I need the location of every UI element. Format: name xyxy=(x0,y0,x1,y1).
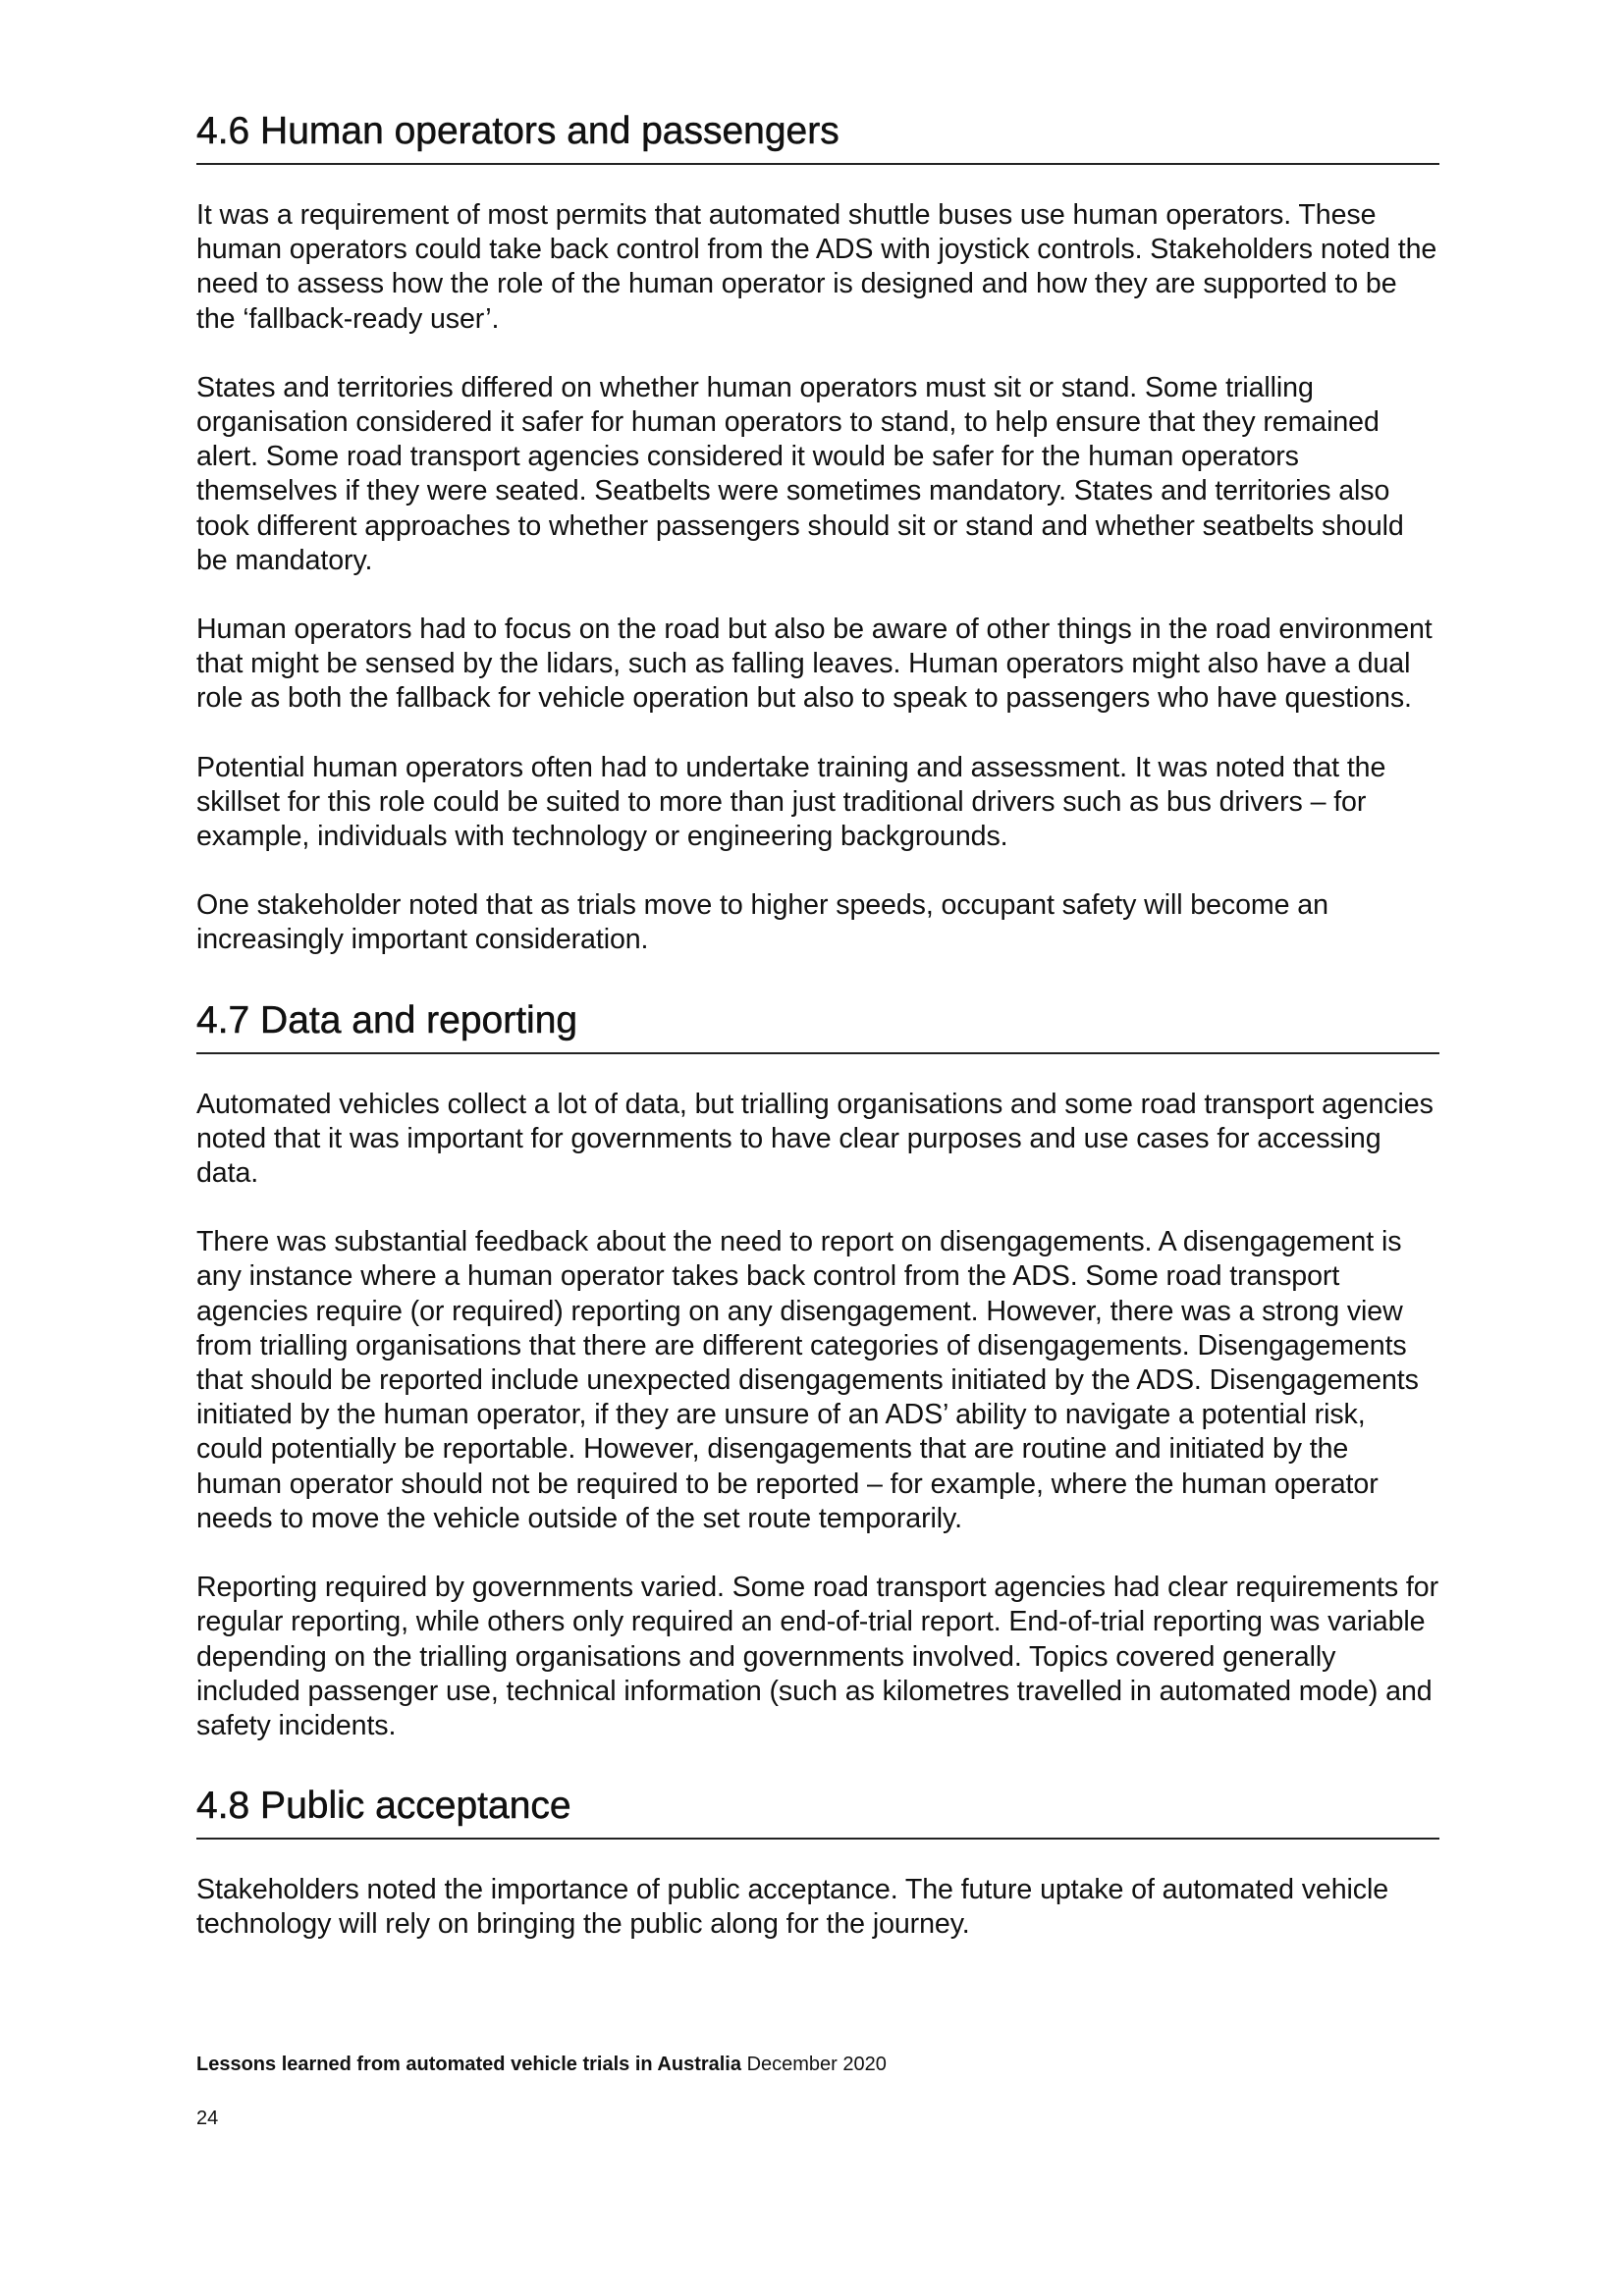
paragraph: Human operators had to focus on the road but also be aware of other things in the road environment that might be sensed by the lidars, such as falling leaves. Human operators might also have a dual role as both the fallback for vehicle operation but also to speak to passengers who have questions. xyxy=(196,614,1433,715)
footer-date: December 2020 xyxy=(746,2054,887,2075)
section-public-acceptance xyxy=(196,1783,1439,1942)
paragraph: It was a requirement of most permits that automated shuttle buses use human operators. These human operators could take back control from the ADS with joystick controls. Stakeholders noted the need to assess how the role of the human operator is designed and how they are supported to be the ‘fallback-ready user’. xyxy=(196,199,1437,335)
section-heading: 4.8 Public acceptance xyxy=(196,1783,1439,1840)
paragraph: There was substantial feedback about the need to report on disengagements. A disengagement is any instance where a human operator takes back control from the ADS. Some road transport agencies require (or required) reporting on any disengagement. However, there was a strong view from trialling organisations that there are different categories of disengagements. Disengagements that should be reported include unexpected disengagements initiated by the ADS. Disengagements initiated by the human operator, if they are unsure of an ADS’ ability to navigate a potential risk, could potentially be reportable. However, disengagements that are routine and initiated by the human operator should not be required to be reported – for example, where the human operator needs to move the vehicle outside of the set route temporarily. xyxy=(196,1226,1419,1534)
document-page xyxy=(196,108,1439,1943)
paragraph: Potential human operators often had to undertake training and assessment. It was noted that the skillset for this role could be suited to more than just traditional drivers such as bus drivers – for example, individuals with technology or engineering backgrounds. xyxy=(196,751,1386,853)
footer-document-title: Lessons learned from automated vehicle trials in Australia xyxy=(196,2054,741,2075)
section-data-reporting xyxy=(196,997,1439,1743)
page-footer xyxy=(196,2052,887,2077)
section-heading: 4.7 Data and reporting xyxy=(196,997,1439,1054)
paragraph: Automated vehicles collect a lot of data, but trialling organisations and some road transport agencies noted that it was important for governments to have clear purposes and use cases for accessing data. xyxy=(196,1088,1434,1190)
paragraph: Reporting required by governments varied. Some road transport agencies had clear requirements for regular reporting, while others only required an end-of-trial report. End-of-trial reporting was variable depending on the trialling organisations and governments involved. Topics covered generally included passenger use, technical information (such as kilometres travelled in automated mode) and safety incidents. xyxy=(196,1572,1438,1741)
section-human-operators xyxy=(196,108,1439,958)
paragraph: Stakeholders noted the importance of public acceptance. The future uptake of automated vehicle technology will rely on bringing the public along for the journey. xyxy=(196,1874,1389,1941)
page-number: 24 xyxy=(196,2108,219,2129)
section-heading: 4.6 Human operators and passengers xyxy=(196,108,1439,165)
paragraph: One stakeholder noted that as trials move to higher speeds, occupant safety will become an increasingly important consideration. xyxy=(196,889,1328,956)
paragraph: States and territories differed on whether human operators must sit or stand. Some trialling organisation considered it safer for human operators to stand, to help ensure that they remained alert. Some road transport agencies considered it would be safer for the human operators themselves if they were seated. Seatbelts were sometimes mandatory. States and territories also took different approaches to whether passengers should sit or stand and whether seatbelts should be mandatory. xyxy=(196,371,1404,576)
